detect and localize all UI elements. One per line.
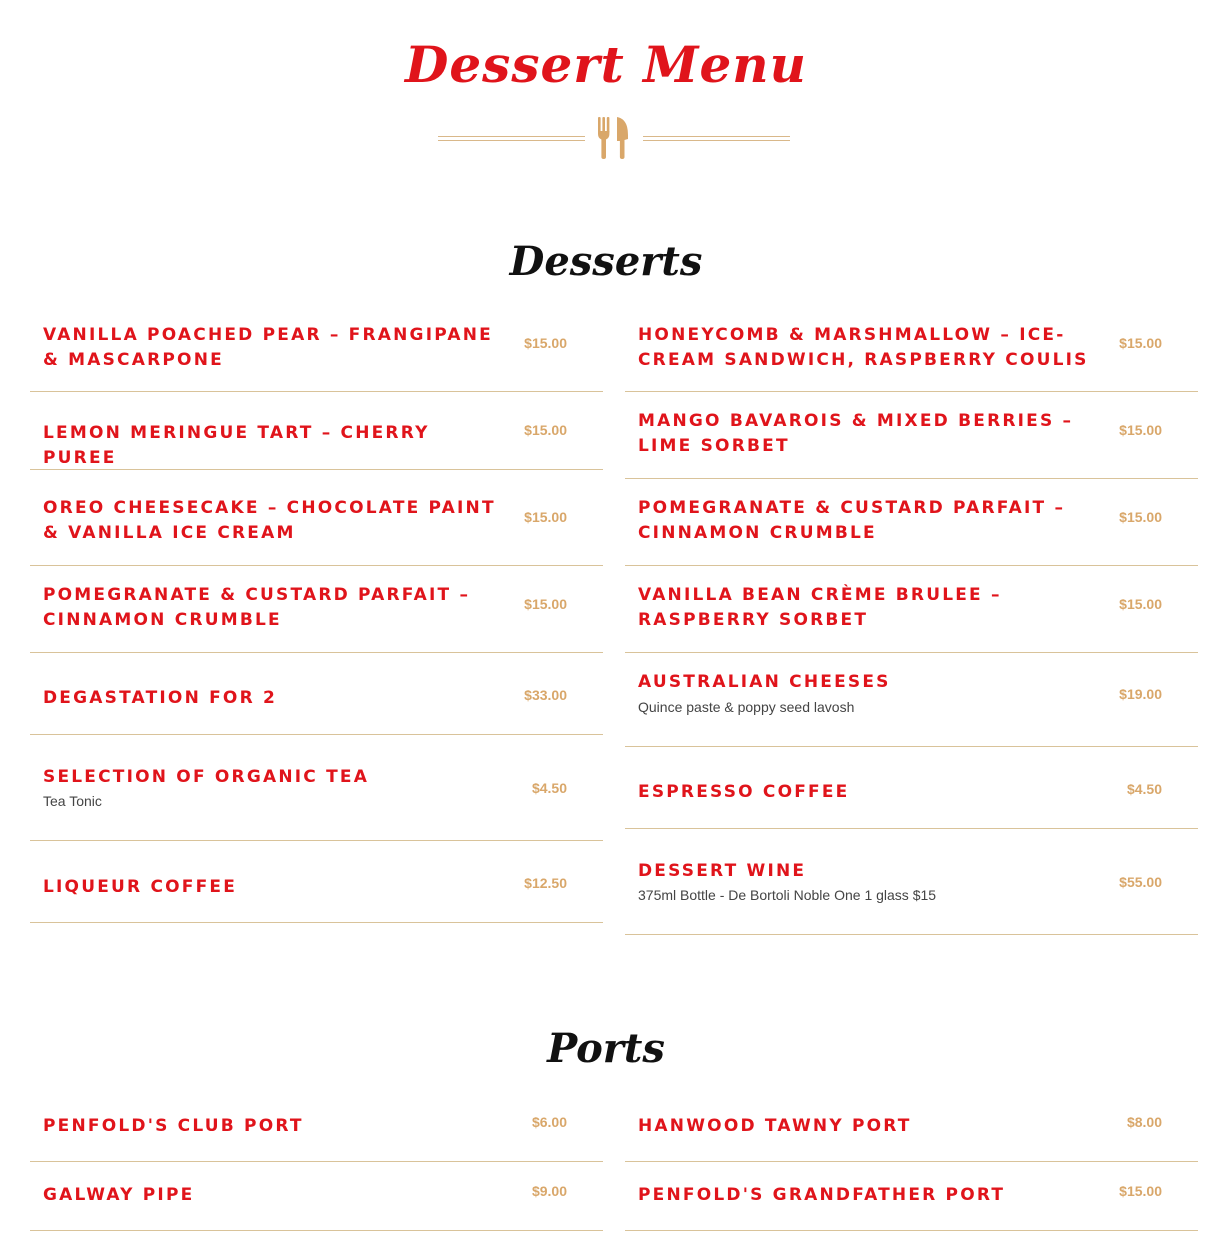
menu-item: [625, 566, 1198, 653]
item-description: Tea Tonic: [43, 793, 102, 809]
menu-item: [30, 1100, 603, 1162]
item-name: DESSERT WINE: [638, 861, 807, 881]
section-title-ports: Ports: [547, 1025, 665, 1072]
item-price: $15.00: [524, 509, 567, 525]
menu-item: [30, 318, 603, 392]
title-divider: [438, 113, 790, 159]
menu-item: [625, 1162, 1198, 1231]
menu-item: [625, 479, 1198, 566]
item-price: $19.00: [1119, 686, 1162, 702]
menu-item: [625, 747, 1198, 829]
fork-knife-icon: [597, 115, 633, 159]
item-price: $15.00: [1119, 335, 1162, 351]
menu-item: [625, 1100, 1198, 1162]
menu-item: [30, 470, 603, 566]
item-price: $8.00: [1126, 1114, 1162, 1130]
menu-item: [30, 392, 603, 470]
item-name: DEGASTATION FOR 2: [43, 688, 278, 708]
item-name: OREO CHEESECAKE – CHOCOLATE PAINT & VANILLA ICE CREAM: [43, 498, 496, 543]
item-name: PENFOLD'S CLUB PORT: [43, 1116, 304, 1136]
item-price: $6.00: [531, 1114, 567, 1130]
item-price: $15.00: [1119, 422, 1162, 438]
menu-item: [625, 653, 1198, 747]
item-name: SELECTION OF ORGANIC TEA: [43, 767, 370, 787]
item-price: $15.00: [524, 335, 567, 351]
item-price: $15.00: [1119, 1183, 1162, 1199]
item-name: MANGO BAVAROIS & MIXED BERRIES – LIME SORBET: [638, 411, 1074, 456]
item-price: $4.50: [1126, 781, 1162, 797]
item-name: PENFOLD'S GRANDFATHER PORT: [638, 1185, 1006, 1205]
menu-item: [30, 653, 603, 735]
menu-item: [30, 566, 603, 653]
item-price: $33.00: [524, 687, 567, 703]
item-name: ESPRESSO COFFEE: [638, 782, 850, 802]
item-name: LEMON MERINGUE TART – CHERRY PUREE: [43, 423, 430, 468]
item-name: POMEGRANATE & CUSTARD PARFAIT – CINNAMON CRUMBLE: [43, 585, 471, 630]
item-price: $12.50: [524, 875, 567, 891]
divider-rule-right: [643, 136, 790, 141]
item-price: $55.00: [1119, 874, 1162, 890]
item-name: AUSTRALIAN CHEESES: [638, 672, 891, 692]
item-name: HONEYCOMB & MARSHMALLOW – ICE-CREAM SANDWICH, RASPBERRY COULIS: [638, 325, 1089, 370]
item-price: $15.00: [524, 422, 567, 438]
item-name: LIQUEUR COFFEE: [43, 877, 238, 897]
item-name: VANILLA BEAN CRÈME BRULEE – RASPBERRY SORBET: [638, 585, 1002, 630]
item-price: $9.00: [531, 1183, 567, 1199]
item-description: 375ml Bottle - De Bortoli Noble One 1 glass $15: [638, 887, 937, 903]
menu-item: [625, 392, 1198, 479]
menu-item: [30, 735, 603, 841]
page-title: Dessert Menu: [405, 35, 807, 94]
item-name: POMEGRANATE & CUSTARD PARFAIT – CINNAMON CRUMBLE: [638, 498, 1066, 543]
menu-item: [30, 1162, 603, 1231]
section-title-desserts: Desserts: [509, 238, 703, 285]
item-price: $4.50: [531, 780, 567, 796]
menu-item: [625, 829, 1198, 935]
item-name: GALWAY PIPE: [43, 1185, 195, 1205]
item-name: VANILLA POACHED PEAR – FRANGIPANE & MASCARPONE: [43, 325, 493, 370]
item-description: Quince paste & poppy seed lavosh: [638, 699, 855, 715]
menu-item: [30, 841, 603, 923]
menu-item: [625, 318, 1198, 392]
divider-rule-left: [438, 136, 585, 141]
item-name: HANWOOD TAWNY PORT: [638, 1116, 912, 1136]
item-price: $15.00: [1119, 596, 1162, 612]
item-price: $15.00: [1119, 509, 1162, 525]
item-price: $15.00: [524, 596, 567, 612]
